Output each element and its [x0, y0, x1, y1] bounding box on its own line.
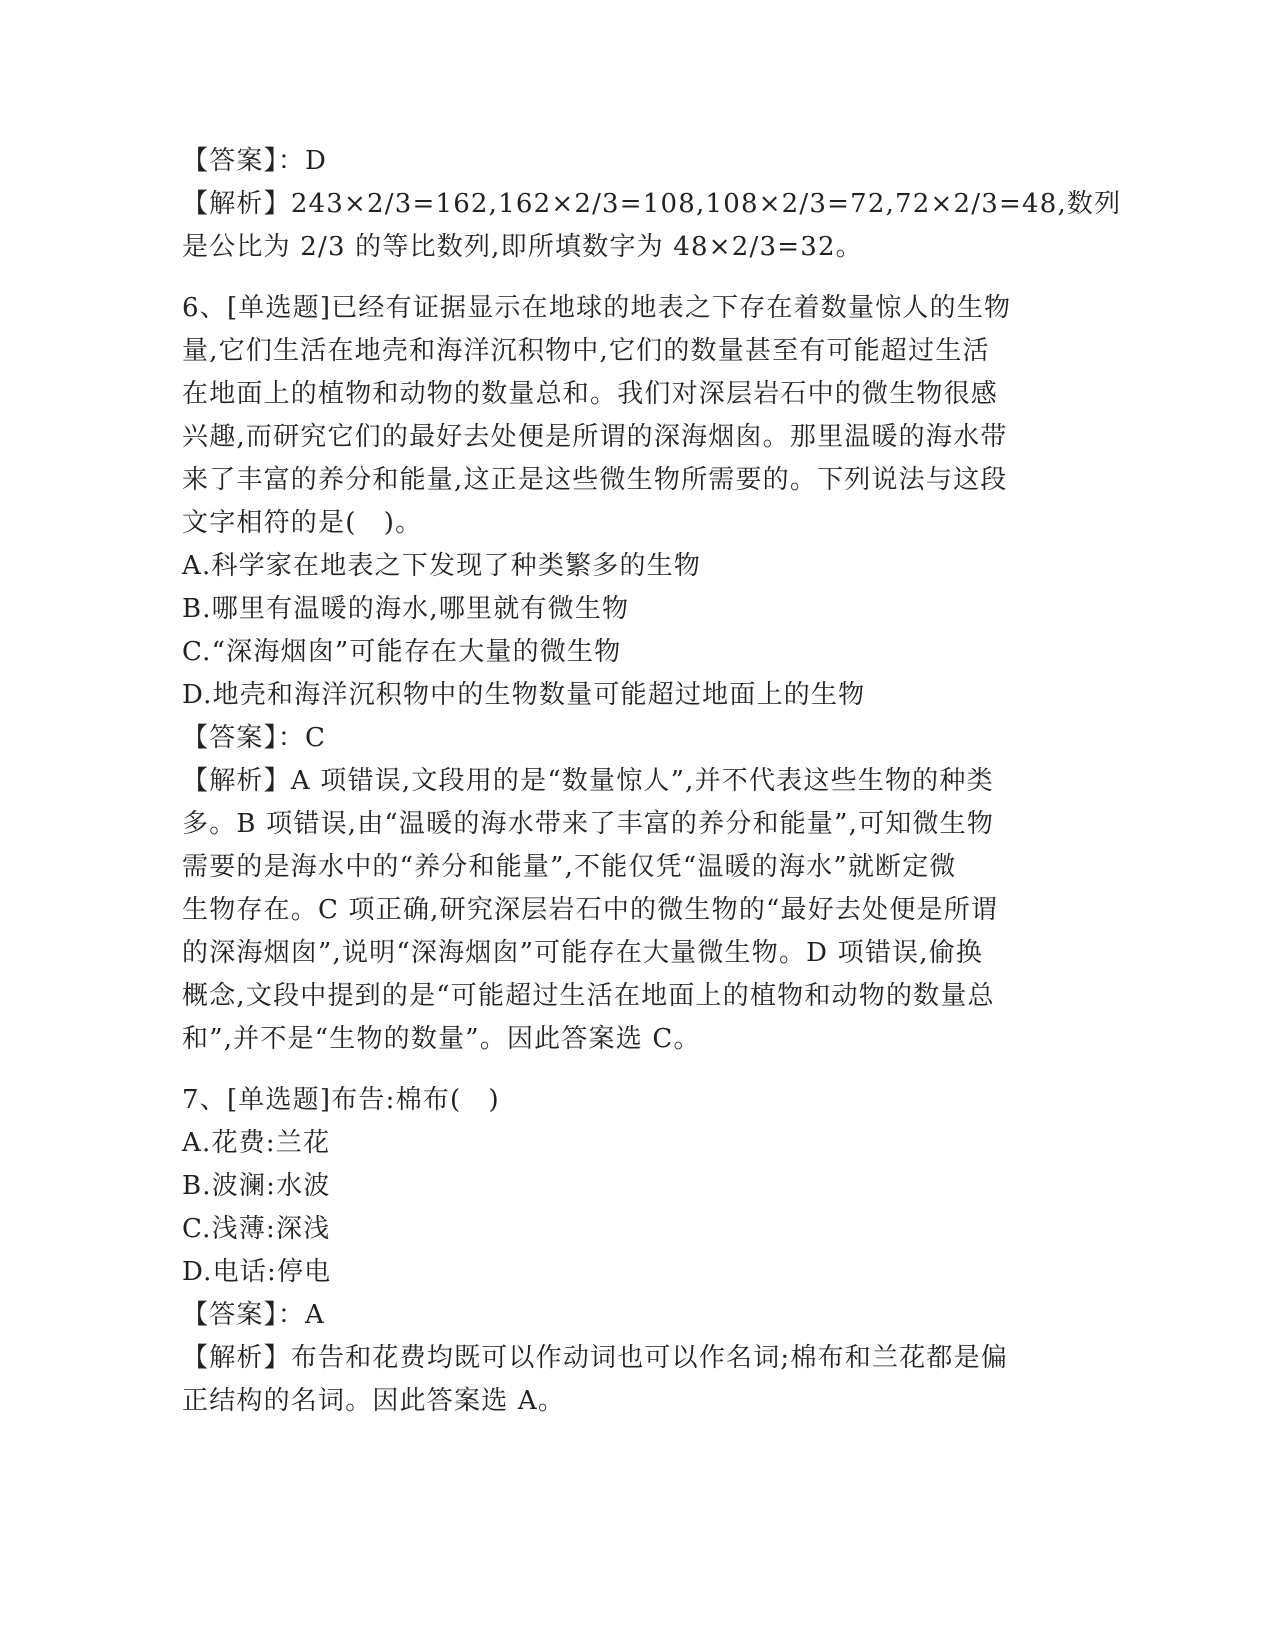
- analysis-text: 243×2/3=162,162×2/3=108,108×2/3=72,72×2/3=48,数列: [290, 189, 1122, 219]
- question-7: [182, 1079, 1082, 1423]
- analysis-label: 【解析】: [182, 766, 291, 796]
- analysis-line: 生物存在。C 项正确,研究深层岩石中的微生物的“最好去处便是所谓: [182, 895, 999, 925]
- answer-line: [182, 717, 1082, 760]
- option-b: B.波澜:水波: [182, 1171, 331, 1201]
- option-c: C.浅薄:深浅: [182, 1214, 331, 1244]
- option-b: B.哪里有温暖的海水,哪里就有微生物: [182, 594, 630, 624]
- answer-label: 【答案】: [182, 1300, 278, 1330]
- analysis-line: 的深海烟囱”,说明“深海烟囱”可能存在大量微生物。D 项错误,偷换: [182, 938, 984, 968]
- question-6: [182, 287, 1082, 1061]
- answer-value: A: [305, 1300, 325, 1330]
- answer-separator: ：: [277, 723, 306, 753]
- answer-value: C: [305, 723, 327, 753]
- analysis-line: [182, 1337, 1082, 1380]
- analysis-line: [182, 183, 1122, 226]
- analysis-line: [182, 760, 1082, 803]
- analysis-line: 概念,文段中提到的是“可能超过生活在地面上的植物和动物的数量总: [182, 981, 995, 1011]
- analysis-line: 需要的是海水中的“养分和能量”,不能仅凭“温暖的海水”就断定微: [182, 852, 957, 882]
- option-a: A.科学家在地表之下发现了种类繁多的生物: [182, 551, 702, 581]
- question-stem-line: 6、[单选题]已经有证据显示在地球的地表之下存在着数量惊人的生物: [182, 293, 1012, 323]
- analysis-line: 和”,并不是“生物的数量”。因此答案选 C。: [182, 1024, 701, 1054]
- analysis-line: 是公比为 2/3 的等比数列,即所填数字为 48×2/3=32。: [182, 232, 863, 262]
- analysis-text: 布告和花费均既可以作动词也可以作名词;棉布和兰花都是偏: [290, 1343, 1008, 1373]
- answer-label: 【答案】: [182, 723, 278, 753]
- analysis-text: A 项错误,文段用的是“数量惊人”,并不代表这些生物的种类: [290, 766, 994, 796]
- question-stem-line: 7、[单选题]布告:棉布( ): [182, 1085, 500, 1115]
- answer-label: 【答案】: [182, 146, 278, 176]
- answer-separator: ：: [277, 1300, 306, 1330]
- answer-value: D: [305, 146, 328, 176]
- answer-separator: ：: [277, 146, 306, 176]
- analysis-label: 【解析】: [182, 189, 291, 219]
- option-d: D.电话:停电: [182, 1257, 332, 1287]
- question-stem-line: 来了丰富的养分和能量,这正是这些微生物所需要的。下列说法与这段: [182, 465, 1008, 495]
- question-stem-line: 量,它们生活在地壳和海洋沉积物中,它们的数量甚至有可能超过生活: [182, 336, 990, 366]
- document-page: [182, 140, 1122, 1423]
- question-stem-line: 文字相符的是( )。: [182, 508, 423, 538]
- analysis-line: 多。B 项错误,由“温暖的海水带来了丰富的养分和能量”,可知微生物: [182, 809, 995, 839]
- analysis-label: 【解析】: [182, 1343, 291, 1373]
- option-d: D.地壳和海洋沉积物中的生物数量可能超过地面上的生物: [182, 680, 866, 710]
- question-stem-line: 兴趣,而研究它们的最好去处便是所谓的深海烟囱。那里温暖的海水带: [182, 422, 1008, 452]
- question-stem-line: 在地面上的植物和动物的数量总和。我们对深层岩石中的微生物很感: [182, 379, 999, 409]
- option-a: A.花费:兰花: [182, 1128, 331, 1158]
- answer-line: [182, 1294, 1082, 1337]
- analysis-line: 正结构的名词。因此答案选 A。: [182, 1386, 566, 1416]
- option-c: C.“深海烟囱”可能存在大量的微生物: [182, 637, 622, 667]
- answer-line: [182, 140, 1082, 183]
